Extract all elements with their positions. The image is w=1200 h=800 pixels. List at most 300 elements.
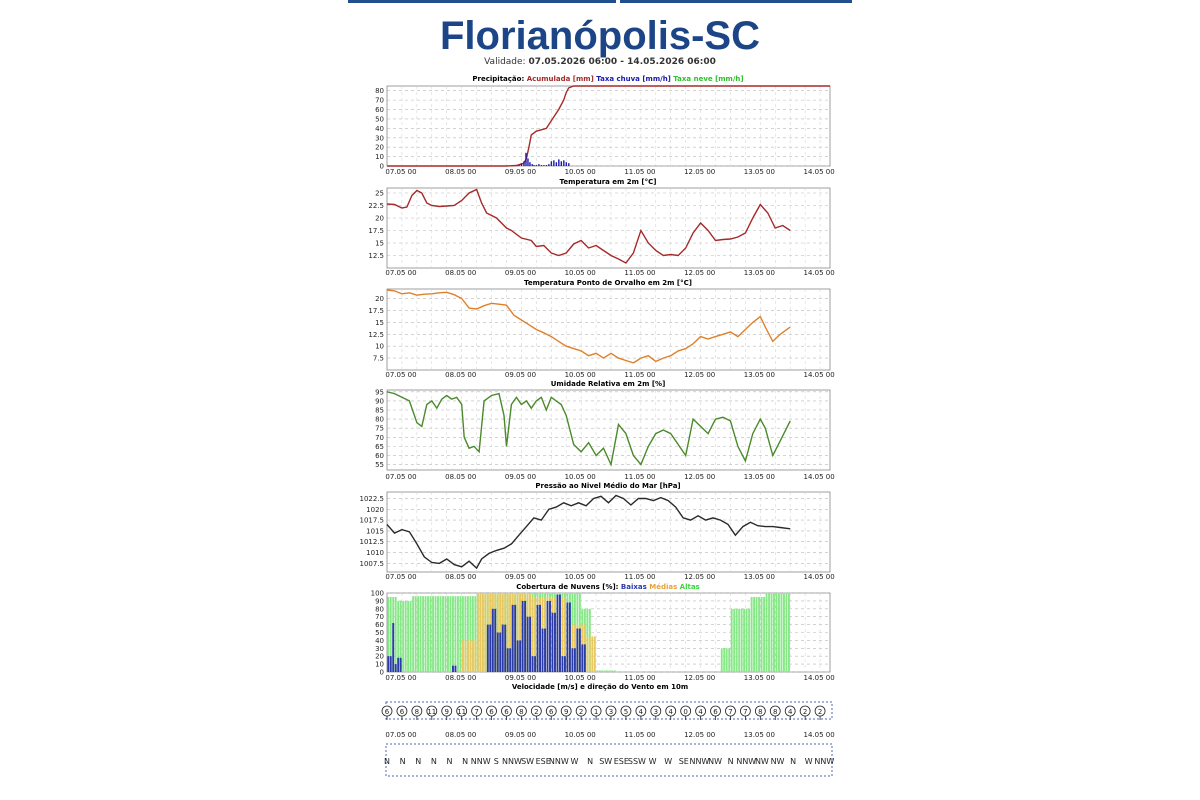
panel-4-x-tick-label: 14.05 00 [803, 573, 835, 581]
panel-3-title [551, 380, 666, 388]
panel-5-bar-altas [432, 596, 434, 672]
wind-direction-label: NW [708, 757, 722, 766]
panel-5-bar-baixas [507, 648, 509, 672]
panel-5-bar-altas [427, 596, 429, 672]
panel-0-rain-rate-bar [541, 165, 542, 166]
panel-5-x-tick-label: 09.05 00 [504, 674, 537, 682]
panel-5-bar-altas [437, 596, 439, 672]
panel-5-bar-altas [420, 596, 422, 672]
panel-0-rain-rate-bar [521, 163, 522, 166]
panel-5-bar-baixas [395, 664, 397, 672]
wind-speed-value: 11 [427, 708, 437, 716]
panel-5-bar-altas [761, 597, 763, 672]
panel-3-x-tick-label: 13.05 00 [743, 473, 775, 481]
panel-4-x-tick-label: 08.05 00 [445, 573, 477, 581]
panel-5-title-part-1: Baixas [620, 583, 647, 591]
panel-3-y-tick-label: 95 [375, 388, 384, 397]
panel-4-title [535, 482, 680, 490]
panel-5-bar-baixas [497, 633, 499, 673]
panel-5-x-tick-label: 11.05 00 [624, 674, 656, 682]
panel-4-x-tick-label: 11.05 00 [624, 573, 656, 581]
panel-5-bar-mdias [474, 640, 476, 672]
panel-0-x-tick-label: 10.05 00 [564, 168, 596, 176]
panel-5-bar-altas [435, 596, 437, 672]
panel-3-y-tick-label: 55 [375, 461, 384, 470]
panel-5-bar-baixas [549, 601, 551, 672]
panel-1-x-tick-label: 13.05 00 [743, 269, 775, 277]
panel-1-x-tick-label: 08.05 00 [445, 269, 477, 277]
wind-speed-value: 6 [504, 708, 509, 716]
panel-5-bar-baixas [574, 648, 576, 672]
panel-5-x-tick-label: 13.05 00 [743, 674, 775, 682]
panel-5-y-tick-label: 10 [375, 660, 384, 669]
panel-5-bar-altas [733, 609, 735, 672]
panel-5-title-part-0: Cobertura de Nuvens [%]: [516, 583, 621, 591]
panel-5-bar-altas [728, 648, 730, 672]
panel-5-bar-baixas [557, 595, 559, 672]
panel-2-x-tick-label: 10.05 00 [564, 371, 596, 379]
panel-5-bar-mdias [469, 640, 471, 672]
panel-2-x-tick-label: 12.05 00 [684, 371, 716, 379]
panel-5-y-tick-label: 100 [370, 589, 384, 598]
panel-1-x-tick-label: 12.05 00 [684, 269, 716, 277]
panel-5-bar-altas [748, 609, 750, 672]
panel-5-bar-altas [454, 596, 456, 672]
panel-5-bar-altas [452, 596, 454, 672]
panel-5-bar-baixas [571, 648, 573, 672]
panel-5-x-tick-label: 12.05 00 [684, 674, 716, 682]
panel-4-y-tick-label: 1017.5 [359, 516, 384, 525]
panel-3-x-tick-label: 11.05 00 [624, 473, 656, 481]
panel-0-rain-rate-bar [533, 165, 534, 166]
panel-wind-x-tick-label: 13.05 00 [743, 731, 775, 739]
panel-3-y-tick-label: 75 [375, 424, 384, 433]
panel-5-bar-altas [417, 596, 419, 672]
panel-2-x-tick-label: 08.05 00 [445, 371, 477, 379]
panel-wind-x-tick-label: 07.05 00 [385, 731, 417, 739]
panel-5-bar-altas [773, 594, 775, 672]
panel-0-rain-rate-bar [561, 161, 562, 166]
panel-5-bar-altas [430, 596, 432, 672]
panel-4-x-tick-label: 13.05 00 [743, 573, 775, 581]
panel-5-bar-altas [731, 609, 733, 672]
panel-5-bar-altas [756, 597, 758, 672]
wind-speed-value: 9 [444, 708, 449, 716]
panel-0-rain-rate-bar [538, 164, 539, 166]
wind-speed-value: 2 [578, 708, 584, 716]
panel-1-y-tick-label: 15 [375, 239, 384, 248]
panel-5-bar-altas [783, 594, 785, 672]
wind-direction-label: SE [678, 757, 689, 766]
wind-direction-label: N [430, 757, 437, 766]
panel-0-x-tick-label: 14.05 00 [803, 168, 835, 176]
panel-5-y-tick-label: 90 [375, 597, 384, 606]
wind-speed-value: 11 [457, 708, 467, 716]
panel-5-bar-baixas [554, 613, 556, 672]
panel-1-title [560, 178, 657, 186]
panel-5-bar-baixas [390, 656, 392, 672]
panel-0-title-part-0: Precipitação: [472, 75, 527, 83]
panel-3-y-tick-label: 80 [375, 415, 384, 424]
panel-5-bar-altas [726, 648, 728, 672]
panel-2-y-tick-label: 7.5 [372, 354, 384, 363]
panel-5-bar-mdias [472, 640, 474, 672]
panel-5-bar-altas [442, 596, 444, 672]
panel-0-x-tick-label: 11.05 00 [624, 168, 656, 176]
panel-5-x-tick-label: 14.05 00 [803, 674, 835, 682]
panel-5-bar-baixas [492, 609, 494, 672]
panel-1-y-tick-label: 17.5 [368, 227, 384, 235]
wind-speed-value: 8 [414, 708, 420, 716]
panel-1-frame [387, 188, 830, 268]
panel-0-y-tick-label: 20 [375, 143, 384, 152]
panel-5-bar-altas [395, 597, 397, 672]
wind-speed-value: 6 [399, 708, 405, 716]
panel-4-y-tick-label: 1012.5 [359, 538, 384, 547]
panel-5-bar-mdias [484, 594, 486, 672]
panel-5-bar-baixas [552, 613, 554, 672]
panel-5-bar-baixas [504, 625, 506, 672]
wind-direction-label: ESE [535, 757, 551, 766]
wind-direction-label: N [415, 757, 422, 766]
panel-5-x-tick-label: 10.05 00 [564, 674, 596, 682]
panel-0-x-tick-label: 09.05 00 [504, 168, 537, 176]
wind-speed-value: 7 [474, 708, 479, 716]
panel-4-x-tick-label: 12.05 00 [684, 573, 716, 581]
wind-direction-label: NNW [548, 757, 569, 766]
panel-wind-x-tick-label: 08.05 00 [445, 731, 477, 739]
panel-1-x-tick-label: 07.05 00 [385, 269, 417, 277]
panel-5-bar-baixas [522, 601, 524, 672]
panel-1-y-tick-label: 22.5 [368, 202, 384, 210]
wind-speed-value: 3 [653, 708, 659, 716]
wind-direction-label: N [446, 757, 453, 766]
panel-5-x-tick-label: 08.05 00 [445, 674, 477, 682]
panel-5-bar-baixas [562, 656, 564, 672]
panel-2-y-tick-label: 17.5 [368, 306, 384, 315]
panel-5-title-part-2: Médias [646, 583, 678, 591]
panel-4-x-tick-label: 09.05 00 [504, 573, 537, 581]
panel-5-bar-baixas [509, 648, 511, 672]
panel-0-rain-rate-bar [568, 163, 569, 166]
panel-4-y-tick-label: 1020 [366, 505, 384, 514]
page-title: Florianópolis-SC [440, 14, 760, 58]
panel-5-title [516, 583, 700, 591]
panel-5-bar-altas [778, 594, 780, 672]
panel-0-rain-rate-bar [563, 160, 564, 166]
panel-5-bar-baixas [544, 629, 546, 672]
panel-4-y-tick-label: 1007.5 [359, 559, 384, 568]
panel-5-y-tick-label: 80 [375, 605, 384, 614]
panel-3-x-tick-label: 14.05 00 [803, 473, 835, 481]
panel-5-bar-altas [743, 609, 745, 672]
panel-1-x-tick-label: 10.05 00 [564, 269, 596, 277]
panel-5-bar-mdias [591, 636, 593, 672]
wind-speed-value: 1 [593, 708, 599, 716]
wind-direction-label: W [648, 757, 657, 766]
panel-5-bar-altas [450, 596, 452, 672]
wind-direction-label: SSW [627, 757, 646, 766]
panel-0-rain-rate-bar [553, 160, 554, 166]
wind-speed-value: 7 [728, 708, 733, 716]
panel-0-x-tick-label: 13.05 00 [743, 168, 775, 176]
panel-5-bar-mdias [482, 594, 484, 672]
panel-5-bar-altas [405, 601, 407, 672]
panel-5-bar-baixas [537, 605, 539, 672]
panel-0-title-part-1: Acumulada [mm] [526, 75, 594, 83]
panel-5-title-part-3: Altas [677, 583, 700, 591]
panel-5-y-tick-label: 50 [375, 629, 384, 637]
panel-5-bar-baixas [524, 601, 526, 672]
panel-5-bar-baixas [581, 644, 583, 672]
wind-direction-label: NNW [689, 757, 710, 766]
wind-speed-value: 2 [802, 708, 808, 716]
panel-4-y-tick-label: 1010 [366, 549, 384, 558]
panel-0-y-tick-label: 50 [375, 115, 384, 124]
wind-direction-label: N [727, 757, 734, 766]
panel-5-bar-mdias [467, 640, 469, 672]
wind-direction-label: SW [599, 757, 613, 766]
panel-0-rain-rate-bar [551, 161, 552, 166]
panel-5-bar-baixas [566, 602, 568, 672]
panel-5-bar-baixas [576, 629, 578, 672]
panel-5-bar-altas [741, 609, 743, 672]
wind-direction-label: NNW [814, 757, 835, 766]
panel-5-bar-baixas [532, 656, 534, 672]
panel-5-bar-baixas [542, 629, 544, 672]
panel-5-bar-baixas [499, 633, 501, 673]
wind-speed-value: 4 [787, 708, 793, 716]
wind-speed-value: 6 [549, 708, 554, 716]
panel-2-y-tick-label: 15 [375, 318, 384, 327]
panel-5-bar-altas [410, 601, 412, 672]
panel-5-bar-altas [415, 596, 417, 672]
wind-direction-label: SW [521, 757, 535, 766]
panel-3-y-tick-label: 85 [375, 406, 384, 415]
panel-2-x-tick-label: 09.05 00 [504, 371, 537, 379]
panel-0-rain-rate-bar [529, 162, 530, 166]
panel-2-y-tick-label: 20 [375, 295, 384, 304]
panel-1-x-tick-label: 14.05 00 [803, 269, 835, 277]
wind-speed-value: 5 [623, 708, 629, 716]
wind-speed-value: 4 [698, 708, 703, 716]
panel-5-bar-altas [746, 609, 748, 672]
panel-5-bar-baixas [512, 605, 514, 672]
panel-0-rain-rate-bar [523, 161, 524, 166]
panel-5-bar-altas [407, 601, 409, 672]
validity-label: Validade: [484, 57, 526, 67]
wind-speed-value: 6 [713, 708, 718, 716]
panel-5-y-tick-label: 70 [375, 613, 384, 622]
panel-5-bar-baixas [487, 625, 489, 672]
wind-direction-label: W [570, 757, 579, 766]
panel-2-y-tick-label: 10 [375, 342, 384, 351]
panel-5-bar-baixas [579, 629, 581, 672]
panel-5-bar-baixas [494, 609, 496, 672]
panel-3-x-tick-label: 12.05 00 [684, 473, 716, 481]
panel-5-bar-altas [751, 597, 753, 672]
wind-direction-label: NNW [736, 757, 757, 766]
wind-direction-label: ESE [613, 757, 629, 766]
wind-direction-label: S [493, 757, 499, 766]
wind-speed-value: 8 [758, 708, 763, 716]
panel-5-bar-altas [736, 609, 738, 672]
panel-5-bar-altas [606, 670, 608, 672]
panel-5-bar-mdias [477, 594, 479, 672]
panel-5-bar-altas [766, 594, 768, 672]
panel-5-bar-mdias [589, 636, 591, 672]
panel-3-x-tick-label: 07.05 00 [385, 473, 417, 481]
panel-5-bar-altas [753, 597, 755, 672]
panel-5-bar-baixas [569, 602, 571, 672]
panel-3-x-tick-label: 09.05 00 [504, 473, 537, 481]
panel-3-y-tick-label: 90 [375, 397, 384, 406]
panel-0-y-tick-label: 80 [375, 87, 384, 96]
panel-1-x-tick-label: 11.05 00 [624, 269, 656, 277]
panel-5-bar-mdias [594, 636, 596, 672]
panel-0-rain-rate-bar [566, 162, 567, 166]
panel-0-rain-rate-bar [556, 162, 557, 166]
panel-5-y-tick-label: 0 [379, 668, 384, 677]
panel-1-title-part-0: Temperatura em 2m [°C] [559, 178, 657, 186]
wind-speed-value: 0 [683, 708, 688, 716]
wind-speed-value: 8 [773, 708, 778, 716]
panel-5-bar-mdias [586, 636, 588, 672]
panel-0-x-tick-label: 07.05 00 [385, 168, 417, 176]
panel-5-bar-baixas [387, 656, 389, 672]
panel-0-x-tick-label: 08.05 00 [445, 168, 477, 176]
panel-1-y-tick-label: 12.5 [368, 252, 384, 260]
panel-5-bar-baixas [559, 595, 561, 672]
wind-speed-value: 4 [638, 708, 644, 716]
panel-5-bar-baixas [454, 666, 456, 672]
panel-5-bar-altas [440, 596, 442, 672]
wind-speed-value: 4 [668, 708, 673, 716]
wind-speed-value: 9 [563, 708, 569, 716]
panel-3-x-tick-label: 10.05 00 [564, 473, 596, 481]
wind-direction-label: N [462, 757, 469, 766]
panel-wind-x-tick-label: 12.05 00 [684, 731, 716, 739]
panel-5-bar-baixas [564, 656, 566, 672]
panel-5-bar-baixas [452, 666, 454, 672]
panel-0-y-tick-label: 0 [379, 162, 384, 171]
panel-5-bar-baixas [534, 656, 536, 672]
wind-title-part-0: Velocidade [m/s] e direção do Vento em 10m [511, 683, 689, 691]
wind-direction-label: NW [754, 757, 769, 766]
panel-1-y-tick-label: 20 [375, 214, 384, 223]
panel-wind-x-tick-label: 14.05 00 [803, 731, 835, 739]
panel-5-y-tick-label: 30 [375, 644, 384, 653]
panel-5-bar-baixas [529, 617, 531, 672]
panel-5-bar-altas [771, 594, 773, 672]
panel-5-bar-mdias [479, 594, 481, 672]
panel-5-bar-altas [611, 670, 613, 672]
panel-5-bar-altas [402, 601, 404, 672]
panel-0-rain-rate-bar [558, 159, 559, 166]
panel-5-y-tick-label: 20 [375, 652, 384, 661]
wind-direction-label: N [790, 757, 797, 766]
panel-5-bar-altas [721, 648, 723, 672]
wind-panel-title [512, 683, 688, 691]
panel-5-bar-mdias [462, 640, 464, 672]
panel-0-y-tick-label: 70 [375, 96, 384, 105]
panel-0-title-part-3: Taxa neve [mm/h] [670, 75, 744, 83]
panel-3-y-tick-label: 70 [375, 433, 384, 442]
panel-5-bar-altas [425, 596, 427, 672]
panel-0-x-tick-label: 12.05 00 [684, 168, 716, 176]
panel-4-y-tick-label: 1022.5 [359, 494, 384, 503]
panel-5-bar-altas [781, 594, 783, 672]
panel-5-bar-altas [763, 597, 765, 672]
wind-direction-label: N [587, 757, 594, 766]
panel-0-frame [387, 86, 830, 166]
panel-0-rain-rate-bar [518, 165, 519, 166]
panel-5-bar-baixas [400, 658, 402, 672]
wind-speed-value: 8 [519, 708, 524, 716]
panel-5-bar-altas [422, 596, 424, 672]
wind-direction-label: NNW [470, 757, 491, 766]
panel-0-rain-rate-bar [527, 158, 528, 166]
panel-5-bar-altas [601, 670, 603, 672]
panel-4-x-tick-label: 10.05 00 [564, 573, 596, 581]
panel-5-bar-altas [596, 670, 598, 672]
panel-0-rain-rate-bar [548, 164, 549, 166]
panel-5-bar-baixas [539, 605, 541, 672]
panel-5-x-tick-label: 07.05 00 [385, 674, 417, 682]
panel-0-y-tick-label: 40 [375, 124, 384, 133]
panel-0-title [472, 75, 743, 83]
panel-5-bar-altas [738, 609, 740, 672]
panel-5-y-tick-label: 60 [375, 621, 384, 630]
panel-5-bar-altas [758, 597, 760, 672]
panel-5-bar-altas [445, 596, 447, 672]
panel-wind-x-tick-label: 10.05 00 [564, 731, 596, 739]
panel-3-y-tick-label: 60 [375, 451, 384, 460]
panel-5-bar-baixas [517, 640, 519, 672]
validity-value: 07.05.2026 06:00 - 14.05.2026 06:00 [528, 57, 716, 67]
panel-4-title-part-0: Pressão ao Nivel Médio do Mar [hPa] [535, 482, 681, 490]
wind-speed-value: 6 [489, 708, 494, 716]
panel-3-x-tick-label: 08.05 00 [445, 473, 477, 481]
panel-5-bar-baixas [584, 644, 586, 672]
wind-speed-value: 2 [817, 708, 823, 716]
wind-speed-value: 6 [384, 708, 390, 716]
panel-2-x-tick-label: 13.05 00 [743, 371, 775, 379]
panel-5-bar-baixas [397, 658, 399, 672]
panel-5-bar-baixas [527, 617, 529, 672]
panel-5-bar-altas [768, 594, 770, 672]
panel-1-x-tick-label: 09.05 00 [504, 269, 537, 277]
wind-direction-label: W [804, 757, 813, 766]
panel-5-bar-baixas [514, 605, 516, 672]
panel-2-y-tick-label: 12.5 [368, 330, 384, 339]
panel-wind-x-tick-label: 09.05 00 [504, 731, 537, 739]
panel-5-bar-baixas [547, 601, 549, 672]
panel-2-x-tick-label: 07.05 00 [385, 371, 417, 379]
wind-direction-label: W [664, 757, 673, 766]
panel-0-rain-rate-bar [546, 165, 547, 166]
panel-5-bar-altas [457, 596, 459, 672]
panel-5-bar-baixas [519, 640, 521, 672]
panel-2-x-tick-label: 14.05 00 [803, 371, 835, 379]
panel-4-y-tick-label: 1015 [366, 527, 384, 536]
panel-3-title-part-0: Umidade Relativa em 2m [%] [550, 380, 666, 388]
panel-5-bar-altas [786, 594, 788, 672]
panel-1-y-tick-label: 25 [375, 189, 384, 198]
wind-direction-label: N [399, 757, 406, 766]
wind-speed-value: 3 [608, 708, 614, 716]
panel-0-title-part-2: Taxa chuva [mm/h] [593, 75, 671, 83]
